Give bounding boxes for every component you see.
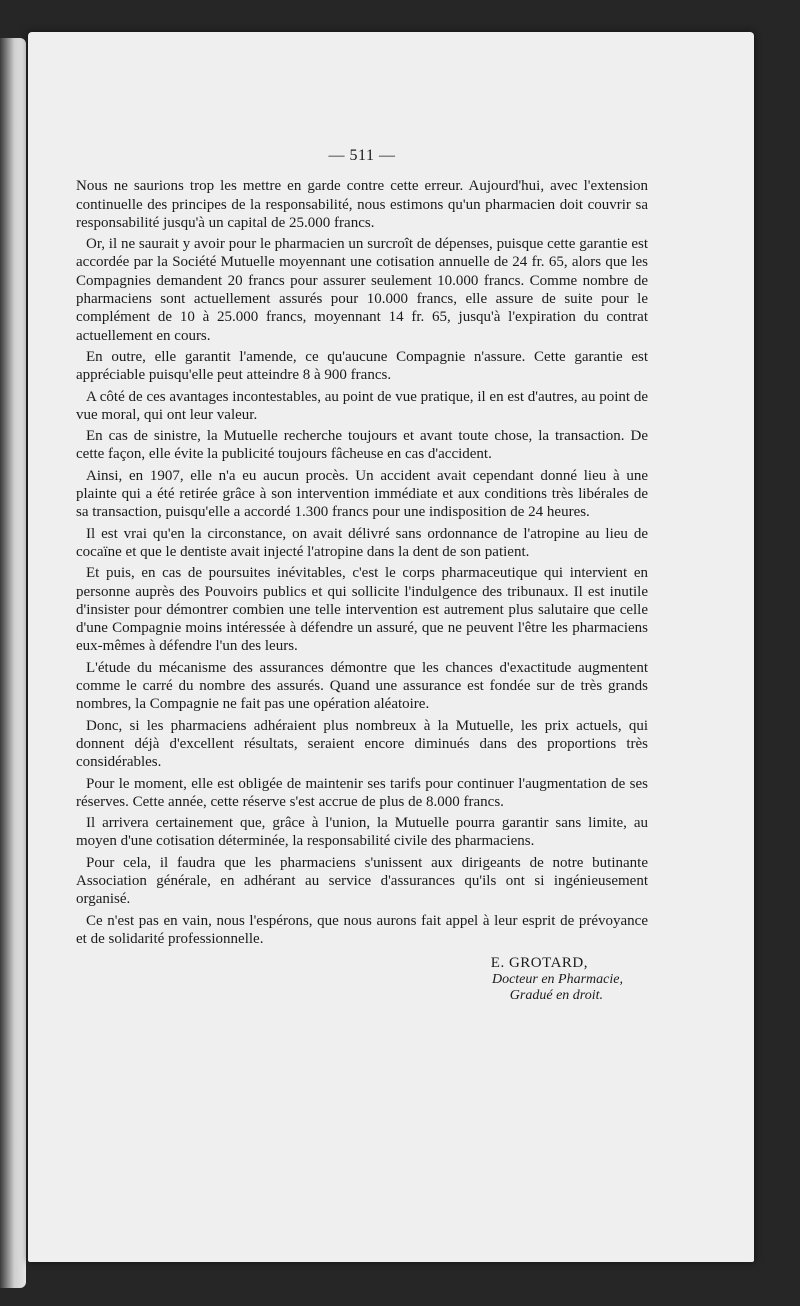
paragraph: A côté de ces avantages incontestables, au point de vue pratique, il en est d'autres, au point de vue moral, qui ont leur valeur. (76, 388, 648, 423)
paragraph: En cas de sinistre, la Mutuelle recherche toujours et avant toute chose, la transaction. De cette façon, elle évite la publicité toujours fâcheuse en cas d'accident. (76, 428, 648, 463)
paragraph: En outre, elle garantit l'amende, ce qu'aucune Compagnie n'assure. Cette garantie est appréciable puisqu'elle peut atteindre 8 à 900 francs. (76, 348, 648, 384)
paragraph: Ce n'est pas en vain, nous l'espérons, que nous aurons fait appel à leur esprit de prévoyance et de solidarité professionnelle. (76, 912, 648, 947)
signature-title-1: Docteur en Pharmacie, (491, 972, 623, 988)
adjacent-page-edge (0, 38, 26, 1288)
signature-name (76, 954, 648, 972)
paragraph: Nous ne saurions trop les mettre en garde contre cette erreur. Aujourd'hui, avec l'extension continuelle des principes de la responsabilité, nous estimons qu'un pharmacien doit couvrir sa responsabilité jusqu'à un capital de 25.000 francs. (76, 178, 648, 231)
page-content (76, 147, 648, 1004)
paragraph: Or, il ne saurait y avoir pour le pharmacien un surcroît de dépenses, puisque cette garantie est accordée par la Société Mutuelle moyennant une cotisation annuelle de 24 fr. 65, alors que les Compagnies demandent 20 francs pour assurer seulement 10.000 francs. Comme nombre de pharmaciens sont actuellement assurés pour 10.000 francs, elle assure de suite pour le complément de 10 à 25.000 francs, moyennant 14 fr. 65, jusqu'à l'expiration du contrat actuellement en cours. (76, 236, 648, 344)
paragraph: L'étude du mécanisme des assurances démontre que les chances d'exactitude augmentent comme le carré du nombre des assurés. Quand une assurance est fondée sur de très grands nombres, la Compagnie ne fait pas une opération aléatoire. (76, 659, 648, 713)
paragraph: Ainsi, en 1907, elle n'a eu aucun procès. Un accident avait cependant donné lieu à une plainte qui a été retirée grâce à son intervention immédiate et aux conditions très libérales de sa transaction, puisqu'elle a accordé 1.300 francs pour une indisposition de 24 heures. (76, 467, 648, 521)
paragraph: Il est vrai qu'en la circonstance, on avait délivré sans ordonnance de l'atropine au lieu de cocaïne et que le dentiste avait injecté l'atropine dans la dent de son patient. (76, 525, 648, 560)
paragraph: Pour cela, il faudra que les pharmaciens s'unissent aux dirigeants de notre butinante Association générale, en adhérant au service d'assurances qu'ils ont si ingénieusement organisé. (76, 854, 648, 908)
signature-title-2: Gradué en droit. (509, 988, 603, 1004)
signature-initial: E. G (490, 955, 521, 972)
paragraph: Il arrivera certainement que, grâce à l'union, la Mutuelle pourra garantir sans limite, au moyen d'une cotisation déterminée, la responsabilité civile des pharmaciens. (76, 815, 648, 850)
signature-surname: ROTARD, (520, 955, 588, 972)
page-number: — 511 — (328, 147, 396, 164)
document-page (28, 32, 754, 1262)
paragraph: Donc, si les pharmaciens adhéraient plus nombreux à la Mutuelle, les prix actuels, qui donnent déjà d'excellent résultats, seraient encore diminués dans des proportions très considérables. (76, 717, 648, 771)
paragraph: Et puis, en cas de poursuites inévitables, c'est le corps pharmaceutique qui intervient en personne auprès des Pouvoirs publics et qui sollicite l'indulgence des tribunaux. Il est inutile d'insister pour démontrer combien une telle intervention est autrement plus salutaire que celle d'une Compagnie moins intéressée à défendre un assuré, que ne peuvent l'être les pharmaciens eux-mêmes à défendre l'un des leurs. (76, 565, 648, 655)
paragraph: Pour le moment, elle est obligée de maintenir ses tarifs pour continuer l'augmentation de ses réserves. Cette année, cette réserve s'est accrue de plus de 8.000 francs. (76, 775, 648, 810)
